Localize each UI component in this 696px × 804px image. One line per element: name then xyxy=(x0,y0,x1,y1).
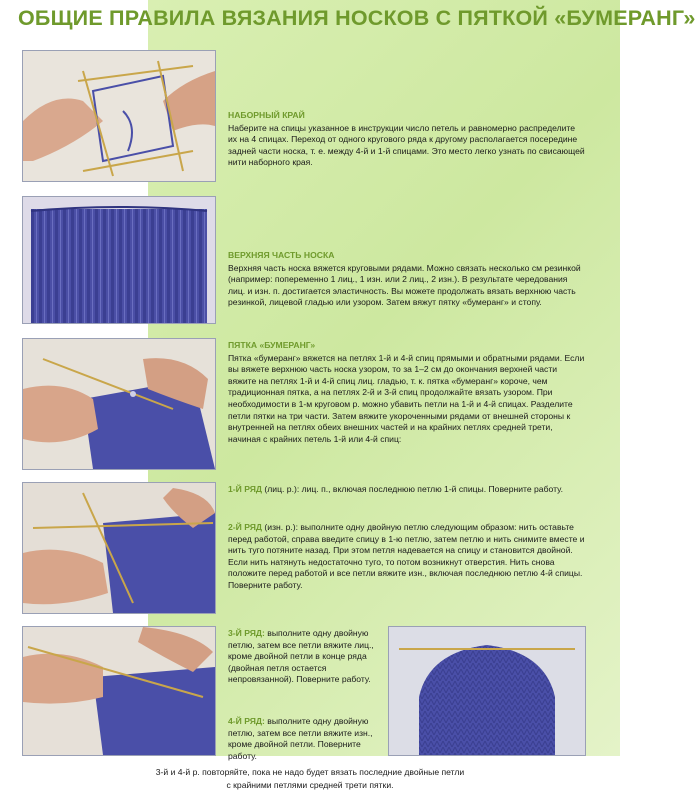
photo-short-rows-drawing xyxy=(23,483,215,613)
row-4-text: выполните одну двойную петлю, затем все петли вяжите изн., кроме двойной петли. Поверните работу. xyxy=(228,716,373,761)
bottom-note-line-1: 3-й и 4-й р. повторяйте, пока не надо будет вязать последние двойные петли xyxy=(155,767,465,777)
photo-finished-heel xyxy=(388,626,586,756)
photo-cast-on-drawing xyxy=(23,51,215,181)
section-upper xyxy=(228,250,586,309)
row-2-label: 2-Й РЯД xyxy=(228,522,263,532)
section-cast-on xyxy=(228,110,586,169)
section-row-2 xyxy=(228,522,586,592)
heel-heading: ПЯТКА «БУМЕРАНГ» xyxy=(228,340,316,350)
cast-on-heading: НАБОРНЫЙ КРАЙ xyxy=(228,110,305,120)
section-row-1 xyxy=(228,484,586,496)
section-row-4 xyxy=(228,716,378,762)
photo-heel-start xyxy=(22,338,216,470)
row-4-label: 4-Й РЯД: xyxy=(228,716,265,726)
row-1-text: (лиц. р.): лиц. п., включая последнюю петлю 1-й спицы. Поверните работу. xyxy=(264,484,563,494)
photo-cast-on xyxy=(22,50,216,182)
cast-on-text: Наберите на спицы указанное в инструкции число петель и равномерно распределите их на 4 спицах. Переход от одного кругового ряда к другому располагается посередине задней части носка, т. е. между 4-й и 1-й спицами. Это место легко узнать по свисающей нити наборного края. xyxy=(228,122,585,168)
upper-heading: ВЕРХНЯЯ ЧАСТЬ НОСКА xyxy=(228,250,335,260)
photo-ribbed-cuff xyxy=(22,196,216,324)
row-3-label: 3-Й РЯД: xyxy=(228,628,265,638)
photo-finished-heel-drawing xyxy=(389,627,585,755)
page-title: ОБЩИЕ ПРАВИЛА ВЯЗАНИЯ НОСКОВ С ПЯТКОЙ «БУМЕРАНГ» xyxy=(18,6,696,30)
section-row-3 xyxy=(228,628,378,686)
row-3-text: выполните одну двойную петлю, затем все петли вяжите лиц., кроме двойной петли в конце ряда (двойная петля остается непровязанной). Поверните работу. xyxy=(228,628,374,685)
upper-text: Верхняя часть носка вяжется круговыми рядами. Можно связать несколько см резинкой (например: попеременно 1 лиц., 1 изн. или 2 лиц., 2 изн.). В результате чередования лиц. и изн. п. достигается эластичность. Вы можете продолжать вязать верхнюю часть резинкой, лицевой гладью или узором. Затем вяжут пятку «бумеранг» и стопу. xyxy=(228,262,581,308)
photo-double-stitch xyxy=(22,626,216,756)
heel-text: Пятка «бумеранг» вяжется на петлях 1-й и 4-й спиц прямыми и обратными рядами. Если вы вяжете верхнюю часть носка узором, то за 1–2 см до окончания верхней части вяжите на петлях 1-й и 4-й спиц лиц. гладью, т. к. пятка «бумеранг» короче, чем традиционная пятка, а на петлях 2-й и 3-й спиц продолжайте вязать узором. При необходимости в 1-м круговом р. можно убавить петли на 1-й и 4-й спицах. Разделите петли пятки на три части. Затем вяжите укороченными рядами от внешней стороны к внутренней на петлях обеих внешних частей и на крайних петлях средней трети, начиная с крайних петель 1-й или 4-й спиц: xyxy=(228,352,585,444)
photo-heel-start-drawing xyxy=(23,339,215,469)
row-2-text: (изн. р.): выполните одну двойную петлю следующим образом: нить оставьте перед работой, справа введите спицу в 1-ю петлю, затем петлю и нить снимите вместе и нить туго потяните назад. При этом петля надевается на спицу и становится двойной. Если нить натянуть недостаточно туго, то потом возникнут отверстия. Нить снова положите перед работой и все петли вяжите изн., включая последнюю петлю 4-й спицы. Поверните работу. xyxy=(228,522,585,590)
photo-ribbed-cuff-drawing xyxy=(23,197,215,323)
bottom-note xyxy=(0,766,620,792)
row-1-label: 1-Й РЯД xyxy=(228,484,263,494)
section-heel xyxy=(228,340,586,445)
photo-short-rows xyxy=(22,482,216,614)
photo-double-stitch-drawing xyxy=(23,627,215,755)
bottom-note-line-2: с крайними петлями средней трети пятки. xyxy=(226,780,394,790)
